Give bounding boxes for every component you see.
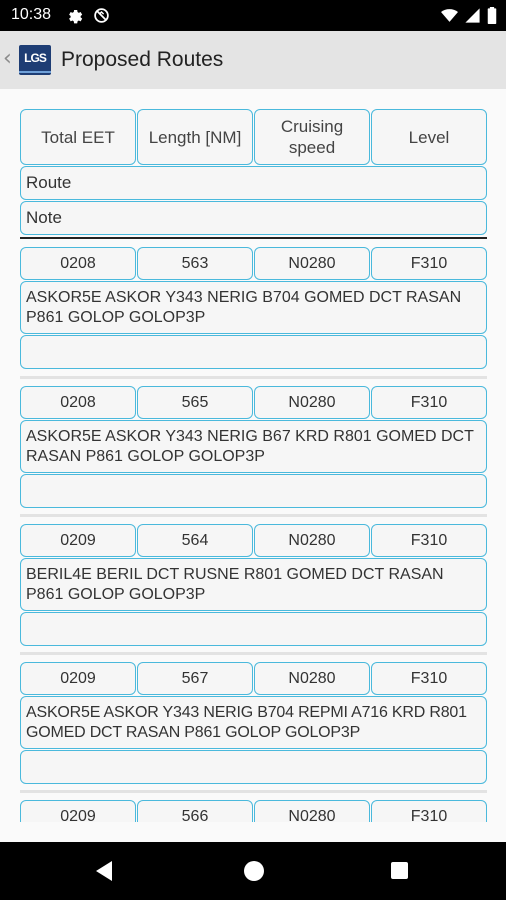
route-line: P861 GOLOP GOLOP3P [26,586,206,603]
route-level[interactable]: F310 [371,386,487,419]
route-line: ASKOR5E ASKOR Y343 NERIG B704 GOMED DCT RASAN [26,289,462,306]
wifi-icon [441,7,458,24]
route-level[interactable]: F310 [371,662,487,695]
status-time: 10:38 [11,6,52,23]
route-description[interactable] [20,558,487,611]
route-divider [20,514,487,517]
route-line: ASKOR5E ASKOR Y343 NERIG B67 KRD R801 GOMED DCT [26,428,474,445]
route-level[interactable]: F310 [371,247,487,280]
route-note[interactable] [20,335,487,369]
app-bar [0,31,506,89]
route-level[interactable]: F310 [371,524,487,557]
route-eet[interactable]: 0208 [20,247,136,280]
route-eet[interactable]: 0209 [20,524,136,557]
route-description[interactable] [20,420,487,473]
route-divider [20,652,487,655]
nav-back-icon[interactable] [96,861,112,881]
route-divider [20,790,487,793]
route-divider [20,376,487,379]
route-length[interactable]: 564 [137,524,253,557]
header-level: Level [371,109,487,165]
route-note[interactable] [20,474,487,508]
route-eet[interactable]: 0208 [20,386,136,419]
route-eet[interactable]: 0209 [20,800,136,822]
status-bar [0,0,506,31]
header-cruising-speed: Cruising speed [254,109,370,165]
route-line: RASAN P861 GOLOP GOLOP3P [26,448,265,465]
app-logo: LGS [19,45,51,75]
route-note[interactable] [20,750,487,784]
battery-icon [487,7,497,24]
page-title: Proposed Routes [61,48,224,71]
route-speed[interactable]: N0280 [254,662,370,695]
route-line: BERIL4E BERIL DCT RUSNE R801 GOMED DCT RASAN [26,566,444,583]
route-length[interactable]: 567 [137,662,253,695]
header-length: Length [NM] [137,109,253,165]
header-total-eet: Total EET [20,109,136,165]
route-line: ASKOR5E ASKOR Y343 NERIG B704 REPMI A716 KRD R801 [26,704,467,721]
route-note[interactable] [20,612,487,646]
route-level[interactable]: F310 [371,800,487,822]
nav-home-icon[interactable] [244,861,264,881]
nav-recents-icon[interactable] [391,862,408,879]
header-route: Route [20,166,487,200]
back-chevron-icon[interactable]: ‹ [3,46,12,71]
route-line: P861 GOLOP GOLOP3P [26,309,206,326]
route-line: GOMED DCT RASAN P861 GOLOP GOLOP3P [26,724,361,741]
route-description[interactable] [20,281,487,334]
route-length[interactable]: 565 [137,386,253,419]
navigation-bar [0,842,506,900]
route-description[interactable] [20,696,487,749]
route-speed[interactable]: N0280 [254,247,370,280]
route-length[interactable]: 566 [137,800,253,822]
header-divider [20,237,487,239]
route-eet[interactable]: 0209 [20,662,136,695]
gear-icon [66,7,83,24]
route-speed[interactable]: N0280 [254,800,370,822]
route-speed[interactable]: N0280 [254,524,370,557]
route-speed[interactable]: N0280 [254,386,370,419]
no-sync-icon [93,7,110,24]
routes-list[interactable] [0,89,506,822]
signal-icon [464,7,481,24]
route-length[interactable]: 563 [137,247,253,280]
header-note: Note [20,201,487,235]
